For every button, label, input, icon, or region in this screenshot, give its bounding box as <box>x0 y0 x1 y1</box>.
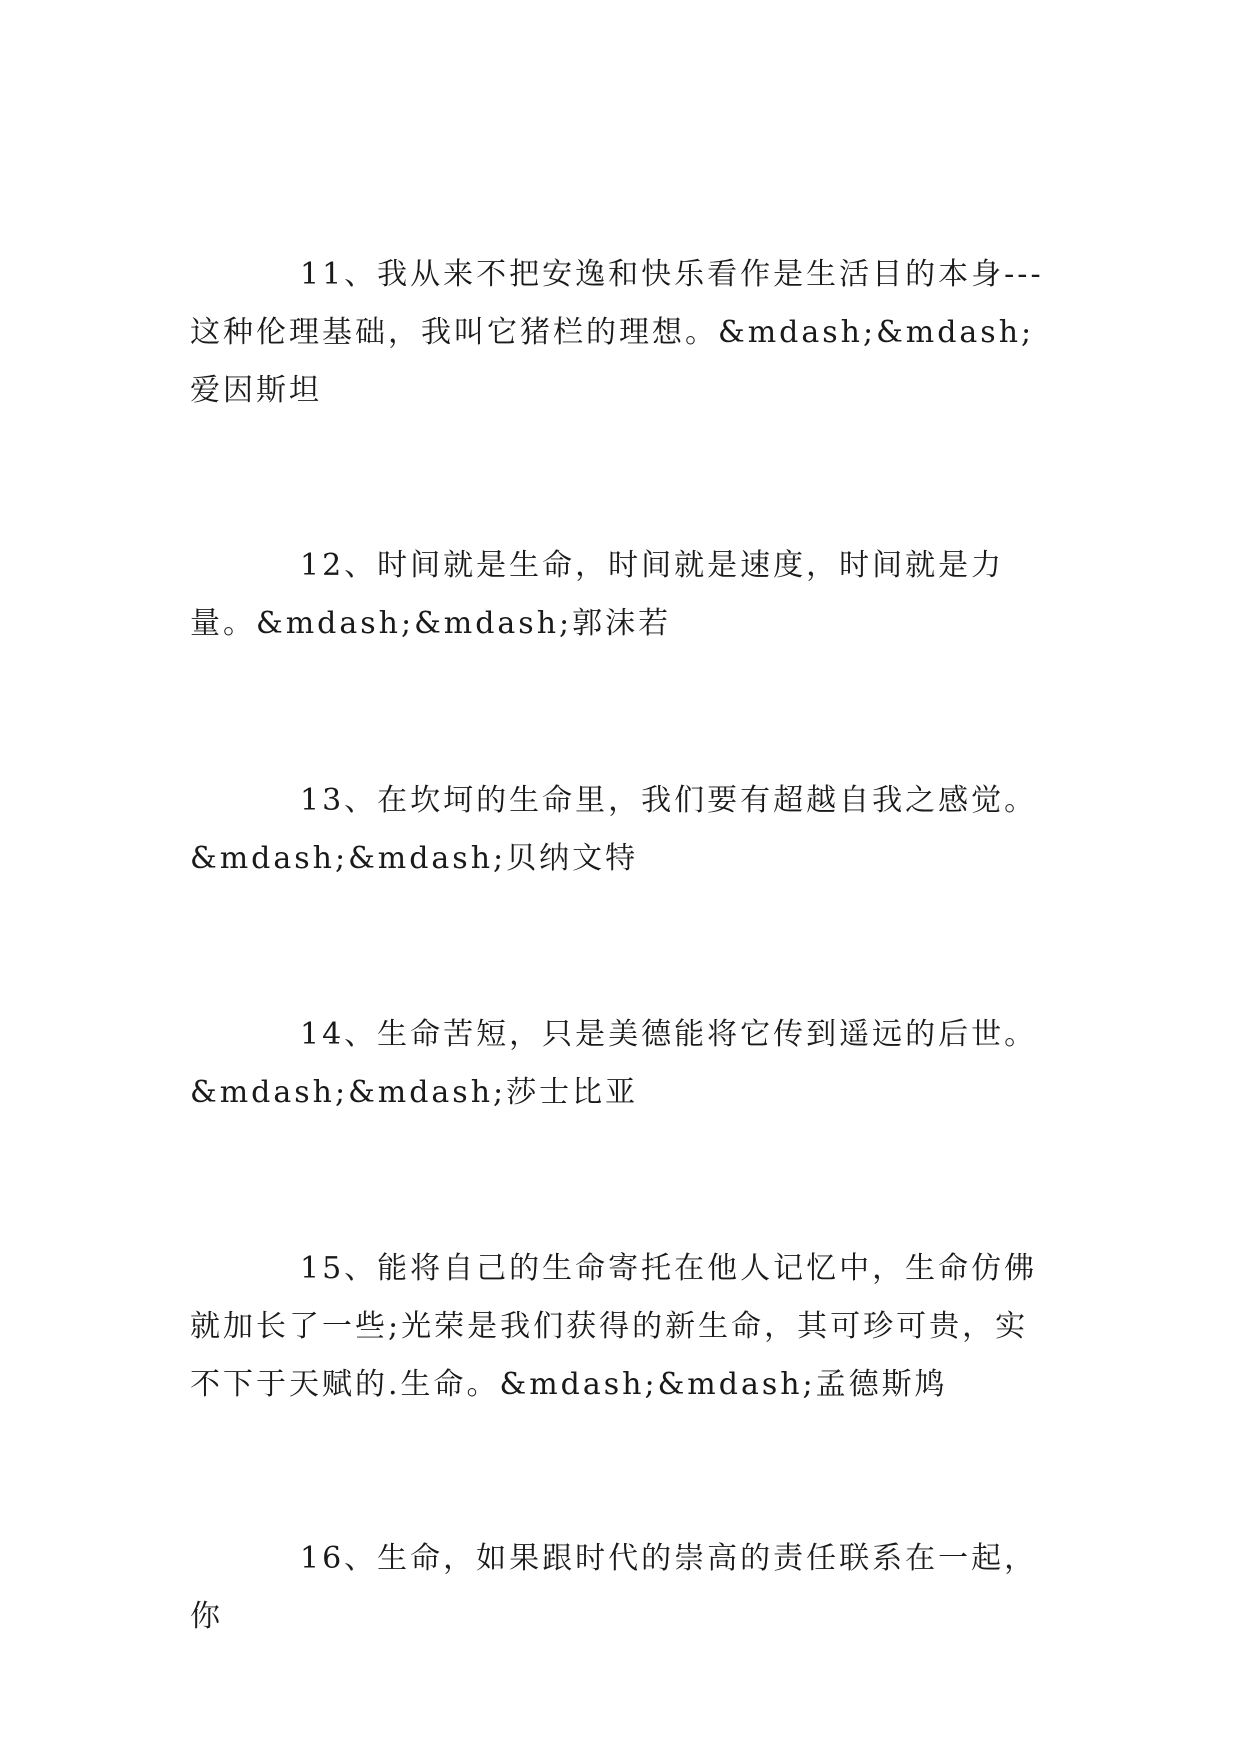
quote-paragraph-13: 13、在坎坷的生命里，我们要有超越自我之感觉。&mdash;&mdash;贝纳文特 <box>190 783 1038 876</box>
quote-paragraph-11: 11、我从来不把安逸和快乐看作是生活目的本身---这种伦理基础，我叫它猪栏的理想。&mdash;&mdash;爱因斯坦 <box>190 257 1044 408</box>
quote-paragraph-16: 16、生命，如果跟时代的崇高的责任联系在一起，你 <box>190 1541 1038 1634</box>
quote-paragraph-14: 14、生命苦短，只是美德能将它传到遥远的后世。&mdash;&mdash;莎士比亚 <box>190 1017 1038 1110</box>
quote-paragraph-12: 12、时间就是生命，时间就是速度，时间就是力量。&mdash;&mdash;郭沫若 <box>190 548 1005 641</box>
quote-paragraph-15: 15、能将自己的生命寄托在他人记忆中，生命仿佛就加长了一些;光荣是我们获得的新生命，其可珍可贵，实不下于天赋的.生命。&mdash;&mdash;孟德斯鸠 <box>190 1251 1038 1402</box>
